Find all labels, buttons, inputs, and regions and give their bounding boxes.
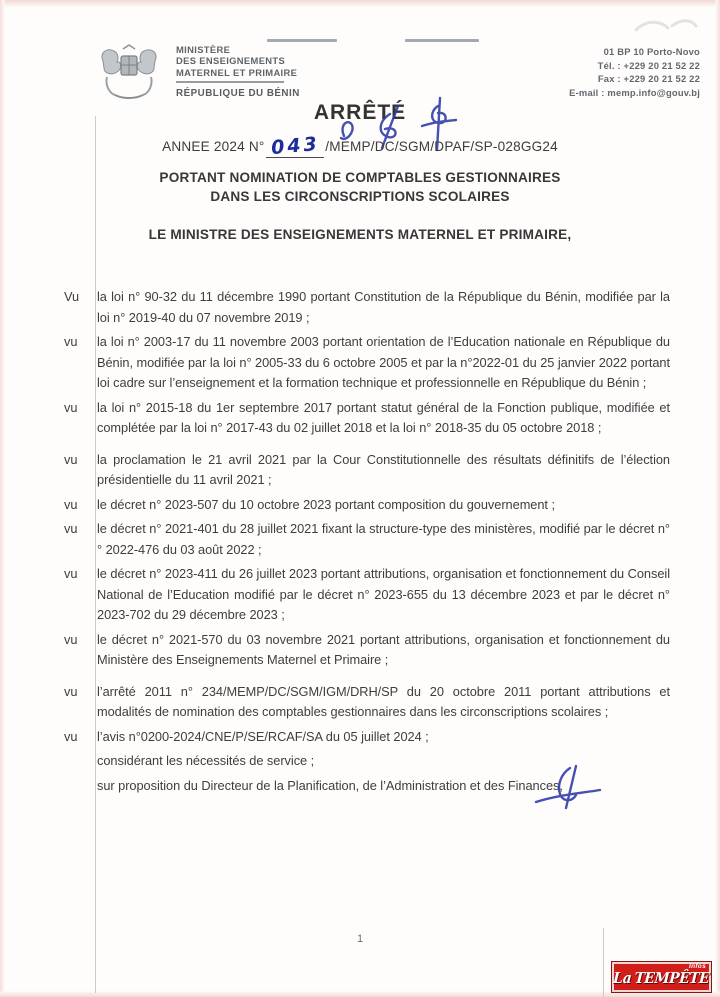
clause-text: le décret n° 2021-570 du 03 novembre 2021 portant attributions, organisation et fonctionnement du Ministère des Enseignements Maternel et Primaire ;: [97, 631, 670, 667]
clause-text: sur proposition du Directeur de la Planification, de l’Administration et des Finances,: [97, 777, 563, 793]
faint-ink-smudge: [628, 10, 700, 38]
reference-number-blank: [266, 134, 325, 158]
reference-prefix: ANNEE 2024 N°: [162, 139, 265, 154]
clauses-list: [64, 287, 670, 800]
clause-label: vu: [64, 566, 78, 581]
clause-text: l’arrêté 2011 n° 234/MEMP/DC/SGM/IGM/DRH/SP du 20 octobre 2011 portant attributions et modalités de nomination des comptables gestionnaires dans les circonscriptions scolaires ;: [97, 683, 670, 719]
clause-label: vu: [64, 728, 78, 744]
logo-tagline: Infos: [688, 963, 706, 970]
clause-label: vu: [64, 334, 78, 349]
clause-row: [64, 727, 670, 748]
clause-label: vu: [64, 399, 78, 415]
ministry-line-2: DES ENSEIGNEMENTS: [176, 55, 286, 67]
contact-tel: Tél. : +229 20 21 52 22: [597, 59, 700, 71]
handwritten-number: 043: [269, 132, 321, 160]
reference-suffix: /MEMP/DC/SGM/DPAF/SP-028GG24: [325, 139, 558, 154]
clause-label: vu: [64, 631, 78, 647]
clause-row: [64, 776, 670, 797]
clause-row: [64, 332, 670, 394]
issuing-authority: LE MINISTRE DES ENSEIGNEMENTS MATERNEL ET PRIMAIRE,: [148, 227, 572, 242]
clause-text: considérant les nécessités de service ;: [97, 753, 315, 768]
page-number: 1: [356, 933, 364, 945]
clause-text: le décret n° 2023-411 du 26 juillet 2023 portant attributions, organisation et fonctionnement du Conseil National de l’Education modifié par le décret n° 2023-655 du 13 décembre 2023 et par le décret n° 2023-702 du 29 décembre 2023 ;: [97, 566, 670, 622]
clause-label: vu: [64, 496, 78, 512]
ministry-line-1: MINISTÈRE: [176, 44, 231, 55]
clause-row: [64, 519, 670, 560]
subject-line-1: PORTANT NOMINATION DE COMPTABLES GESTIONNAIRES: [159, 170, 561, 185]
clause-label: [64, 776, 97, 797]
clause-row: [64, 751, 670, 772]
scan-artifact-dash: [405, 39, 479, 42]
clause-row: [64, 682, 670, 723]
ministry-name-block: [176, 44, 300, 100]
clause-row: [64, 495, 670, 516]
clause-row: [64, 564, 670, 626]
clause-text: la loi n° 2003-17 du 11 novembre 2003 portant orientation de l’Education nationale en République du Bénin, modifiée par la loi n° 2005-33 du 6 octobre 2005 et par la n°2022-01 du 25 janvier 2022 portant loi cadre sur l’enseignement et la formation technique et professionnelle en République du Bénin ;: [97, 334, 670, 390]
clause-label: vu: [64, 521, 78, 536]
contact-fax: Fax : +229 20 21 52 22: [597, 73, 700, 85]
logo-word-la: La: [612, 968, 633, 987]
clause-row: [64, 398, 670, 439]
contact-email: E-mail : memp.info@gouv.bj: [569, 86, 700, 98]
clause-text: la loi n° 90-32 du 11 décembre 1990 portant Constitution de la République du Bénin, modifiée par la loi n° 2019-40 du 07 novembre 2019 ;: [97, 289, 670, 325]
clause-text: la loi n° 2015-18 du 1er septembre 2017 portant statut général de la Fonction publique, modifiée et complétée par la loi n° 2017-43 du 02 juillet 2018 et la loi n° 2018-35 du 05 octobre 2018 ;: [97, 399, 670, 435]
clause-label: Vu: [64, 289, 80, 304]
republic-label: RÉPUBLIQUE DU BÉNIN: [176, 88, 300, 100]
contact-address: 01 BP 10 Porto-Novo: [603, 46, 700, 57]
clause-text: le décret n° 2023-507 du 10 octobre 2023 portant composition du gouvernement ;: [97, 496, 555, 512]
ministry-line-3: MATERNEL ET PRIMAIRE: [176, 66, 298, 78]
clause-text: la proclamation le 21 avril 2021 par la Cour Constitutionnelle des résultats définitifs de l’élection présidentielle du 11 avril 2021 ;: [97, 451, 670, 487]
la-tempete-logo: [611, 961, 712, 993]
clause-row: [64, 450, 670, 491]
coat-of-arms-icon: [97, 43, 161, 101]
contact-block: [569, 45, 700, 99]
clause-label: vu: [64, 451, 78, 467]
scan-edge-top: [0, 0, 720, 7]
clause-row: [64, 287, 670, 328]
doc-type-title: ARRÊTÉ: [313, 101, 407, 124]
clause-row: [64, 630, 670, 671]
letterhead-divider: [176, 81, 284, 83]
clause-label: vu: [64, 683, 78, 699]
logo-word-main: TEMPÊTE: [634, 968, 711, 987]
logo-wordmark: [613, 968, 710, 987]
reference-line: [0, 134, 720, 158]
decree-subject: [0, 168, 720, 206]
subject-line-2: DANS LES CIRCONSCRIPTIONS SCOLAIRES: [210, 189, 510, 204]
scan-artifact-dash: [267, 39, 337, 42]
clause-text: le décret n° 2021-401 du 28 juillet 2021 fixant la structure-type des ministères, modifié par le décret n°° 2022-476 du 03 août 2022 ;: [97, 521, 670, 557]
clause-text: l’avis n°0200-2024/CNE/P/SE/RCAF/SA du 05 juillet 2024 ;: [97, 728, 429, 744]
clause-label: [64, 751, 97, 772]
